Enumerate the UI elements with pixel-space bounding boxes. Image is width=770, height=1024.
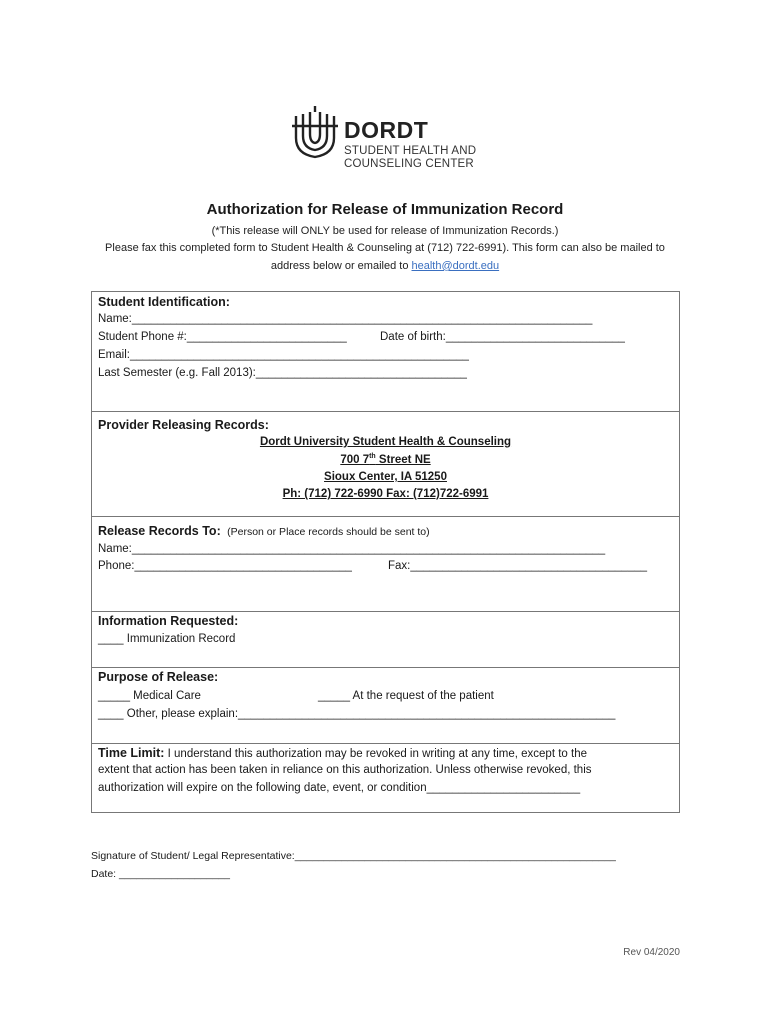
time-limit-text1: I understand this authorization may be revoked in writing at any time, except to the <box>164 748 587 760</box>
intro-note: (*This release will ONLY be used for release of Immunization Records.) <box>211 225 559 237</box>
recipient-phone-field[interactable]: Phone:__________________________________ <box>98 560 352 572</box>
dordt-shield-icon <box>290 104 340 160</box>
information-requested-heading: Information Requested: <box>98 614 239 628</box>
patient-request-option[interactable]: _____ At the request of the patient <box>318 690 494 702</box>
last-semester-field[interactable]: Last Semester (e.g. Fall 2013):_________________________________ <box>98 367 467 379</box>
time-limit-line2: extent that action has been taken in reliance on this authorization. Unless otherwise revoked, this <box>98 764 592 776</box>
intro-mail-prefix: address below or emailed to <box>270 260 412 272</box>
logo-subtitle-line1: STUDENT HEALTH AND <box>344 145 477 157</box>
recipient-name-field[interactable]: Name:__________________________________________________________________________ <box>98 543 606 555</box>
date-of-birth-field[interactable]: Date of birth:____________________________ <box>380 331 625 343</box>
provider-street <box>92 453 679 466</box>
release-to-note: (Person or Place records should be sent to) <box>227 526 430 538</box>
time-limit-section <box>92 744 679 812</box>
other-purpose-field[interactable]: ____ Other, please explain:___________________________________________________________ <box>98 708 616 720</box>
student-name-field[interactable]: Name:________________________________________________________________________ <box>98 313 593 325</box>
purpose-section <box>92 668 679 744</box>
purpose-heading: Purpose of Release: <box>98 670 219 684</box>
provider-name: Dordt University Student Health & Counseling <box>259 436 512 448</box>
signature-field[interactable]: Signature of Student/ Legal Representative:_______________________________________________________ <box>91 850 616 862</box>
time-limit-heading: Time Limit: <box>98 746 165 760</box>
release-to-heading-row <box>98 524 430 538</box>
student-identification-heading: Student Identification: <box>98 295 230 309</box>
logo-subtitle-line2: COUNSELING CENTER <box>344 158 474 170</box>
expiration-condition-field[interactable]: authorization will expire on the following date, event, or condition________________________ <box>98 782 581 794</box>
provider-heading: Provider Releasing Records: <box>98 418 269 432</box>
student-email-field[interactable]: Email:_____________________________________________________ <box>98 349 469 361</box>
recipient-fax-field[interactable]: Fax:_____________________________________ <box>388 560 648 572</box>
time-limit-line1 <box>98 746 587 760</box>
provider-street-suffix: th <box>369 453 376 460</box>
immunization-record-checkbox[interactable]: ____ Immunization Record <box>98 633 236 645</box>
dordt-logo <box>290 104 490 174</box>
revision-label: Rev 04/2020 <box>623 947 680 958</box>
provider-street-name: Street NE <box>375 453 431 466</box>
intro-mail-instructions <box>0 260 770 272</box>
provider-city: Sioux Center, IA 51250 <box>324 471 447 483</box>
provider-section <box>92 412 679 517</box>
health-email-link[interactable]: health@dordt.edu <box>411 260 500 272</box>
provider-street-number: 700 7 <box>340 453 370 466</box>
intro-fax-instructions: Please fax this completed form to Student Health & Counseling at (712) 722-6991). This form can also be mailed to <box>105 242 665 254</box>
student-identification-section <box>92 292 679 412</box>
provider-phone-fax: Ph: (712) 722-6990 Fax: (712)722-6991 <box>282 488 489 500</box>
signature-date-field[interactable]: Date: ___________________ <box>91 868 230 880</box>
student-phone-field[interactable]: Student Phone #:_________________________ <box>98 331 347 343</box>
information-requested-section <box>92 612 679 668</box>
logo-brand: DORDT <box>344 117 429 143</box>
medical-care-option[interactable]: _____ Medical Care <box>98 690 201 702</box>
authorization-form <box>91 291 680 813</box>
release-to-heading: Release Records To: <box>98 524 221 538</box>
release-to-section <box>92 517 679 612</box>
form-title: Authorization for Release of Immunization Record <box>206 201 564 218</box>
